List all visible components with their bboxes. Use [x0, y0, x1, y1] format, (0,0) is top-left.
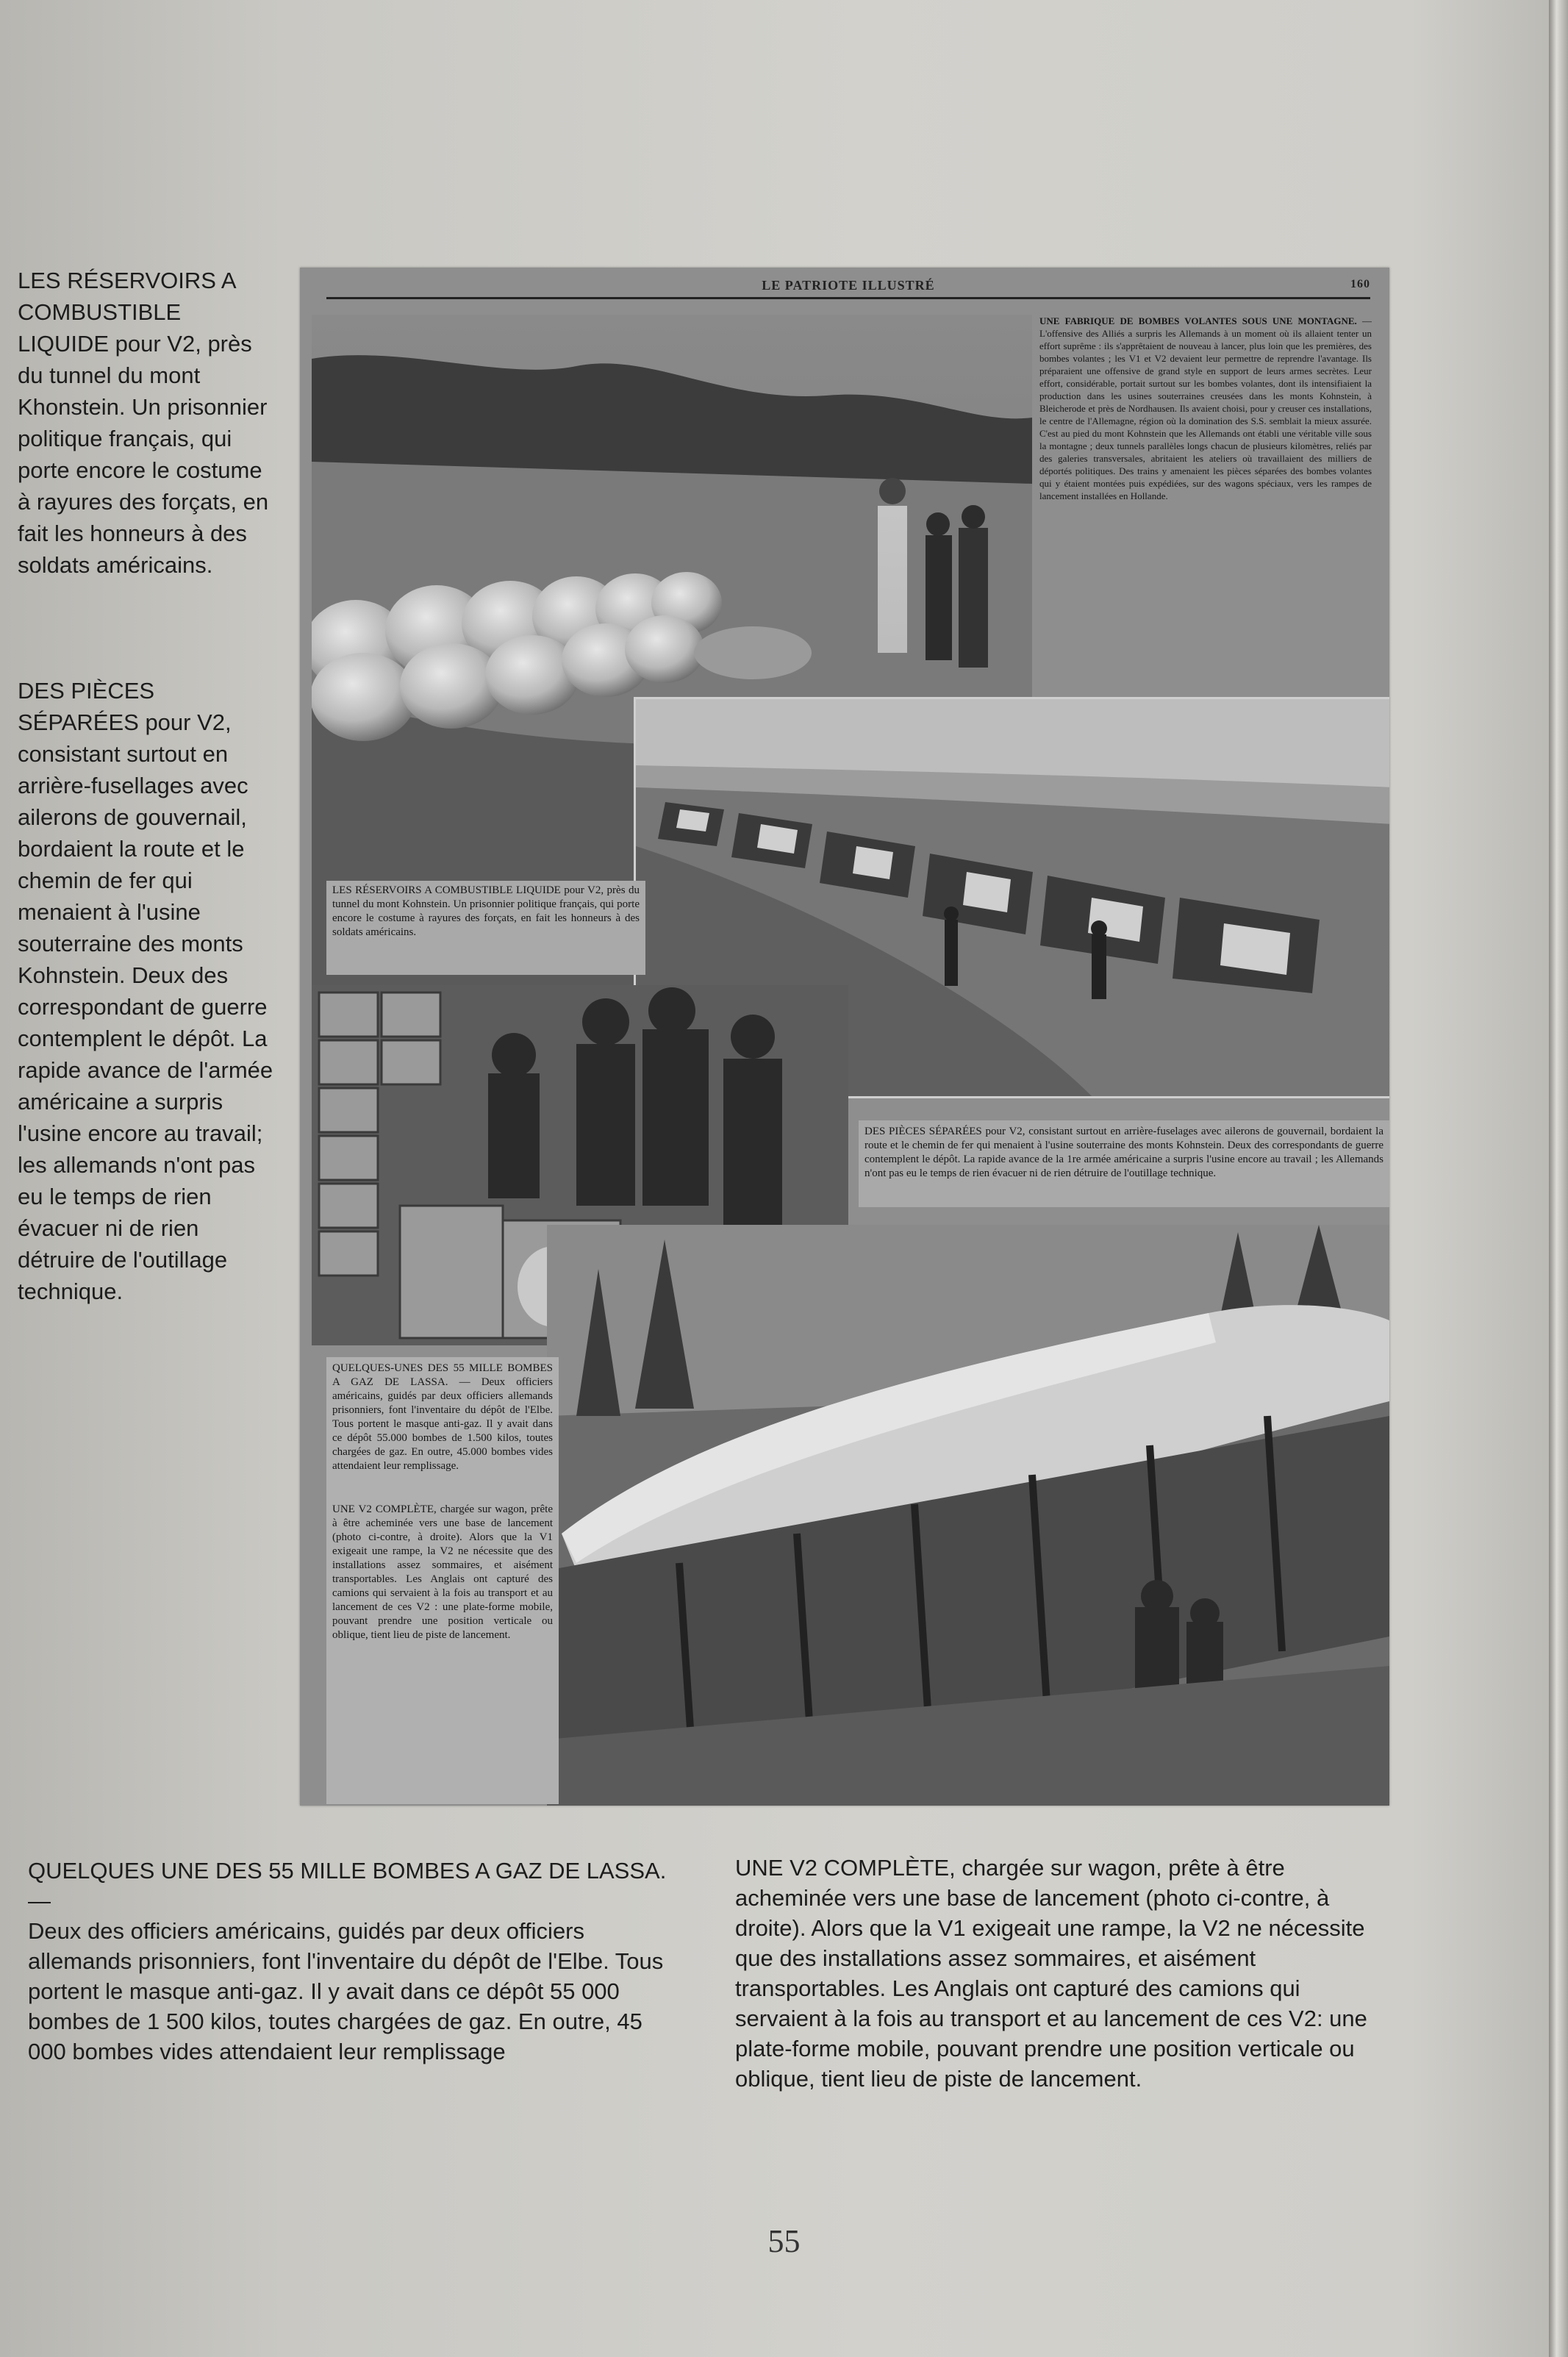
clipping-masthead — [326, 278, 1370, 299]
side-caption-lead: DES PIÈCES SÉPARÉES — [18, 678, 155, 735]
page-number: 55 — [767, 2223, 801, 2259]
bottom-caption-gas-bombs — [28, 1856, 675, 2067]
bottom-caption-heading: QUELQUES UNE DES 55 MILLE BOMBES A GAZ DE LASSA. — — [28, 1858, 667, 1914]
side-caption-text: pour V2, consistant surtout en arrière-fusellages avec ailerons de gouvernail, bordaient la route et le chemin de fer qui menaient à l'usine souterraine des monts Kohnstein. Deux des correspondant de guerre contemplent le dépôt. La rapide avance de l'armée américaine a surpris l'usine encore au travail; les allemands n'ont pas eu le temps de rien évacuer ni de rien détruire de l'outillage technique. — [18, 709, 273, 1304]
caption-text: pour V2, consistant surtout en arrière-fuselages avec ailerons de gouvernail, bordaient la route et le chemin de fer qui menaient à l'usine souterraine des monts Kohnstein. Deux des correspondants de guerre contemplent le dépôt. La rapide avance de la 1re armée américaine a surpris l'usine encore au travail ; les Allemands n'ont pas eu le temps de rien évacuer ni de rien détruire de l'outillage technique. — [864, 1126, 1383, 1179]
bottom-caption-text: , chargée sur wagon, prête à être acheminée vers une base de lancement (photo ci-contre, à droite). Alors que la V1 exigeait une rampe, la V2 ne nécessite que des installations assez sommaires, et aisément transportables. Les Anglais ont capturé des camions qui servaient à la fois au transport et au lancement de ces V2: une plate-forme mobile, pouvant prendre une position verticale ou oblique, tient lieu de piste de lancement. — [735, 1855, 1367, 2092]
bottom-caption-v2-wagon — [735, 1853, 1382, 2094]
caption-lead: LES RÉSERVOIRS A COMBUSTIBLE LIQUIDE — [332, 884, 561, 896]
caption-text: pour V2, près du tunnel du mont Kohnstein. Un prisonnier politique français, qui porte encore le costume à rayures des forçats, en fait les honneurs à des soldats américains. — [332, 884, 640, 938]
side-caption-text: pour V2, près du tunnel du mont Khonstein. Un prisonnier politique français, qui porte encore le costume à rayures des forçats, en fait les honneurs à des soldats américains. — [18, 331, 269, 578]
newspaper-clipping — [300, 268, 1389, 1806]
article-lead: UNE FABRIQUE DE BOMBES VOLANTES SOUS UNE MONTAGNE. — [1039, 315, 1357, 326]
clipping-caption-column — [326, 1357, 559, 1804]
side-caption-lead: LES RÉSERVOIRS A COMBUSTIBLE LIQUIDE — [18, 268, 235, 357]
caption-lead: UNE V2 COMPLÈTE, — [332, 1503, 437, 1515]
side-caption-separated-parts — [18, 675, 275, 1307]
clipping-caption-v2-wagon — [332, 1503, 553, 1642]
masthead-title: LE PATRIOTE ILLUSTRÉ — [762, 278, 935, 293]
clipping-article — [1039, 315, 1372, 734]
clipping-caption-gas-bombs — [332, 1362, 553, 1473]
caption-text: chargée sur wagon, prête à être acheminée vers une base de lancement (photo ci-contre, à droite). Alors que la V1 exigeait une rampe, la V2 ne nécessite que des installations assez sommaires, et aisément transportables. Les Anglais ont capturé des camions qui servaient à la fois au transport et au lancement de ces V2 : une plate-forme mobile, pouvant prendre une position verticale ou oblique, tient lieu de piste de lancement. — [332, 1503, 553, 1641]
side-caption-fuel-tanks — [18, 265, 275, 581]
page-edge — [1549, 0, 1568, 2357]
clipping-caption-fuel-tanks — [326, 881, 645, 975]
bottom-caption-lead: UNE V2 COMPLÈTE — [735, 1855, 950, 1881]
photo-v2-wagon — [547, 1225, 1389, 1806]
clipping-caption-separated-parts — [859, 1120, 1389, 1207]
bottom-caption-text: Deux des officiers américains, guidés par deux officiers allemands prisonniers, font l'inventaire du dépôt de l'Elbe. Tous portent le masque anti-gaz. Il y avait dans ce dépôt 55 000 bombes de 1 500 kilos, toutes chargées de gaz. En outre, 45 000 bombes vides attendaient leur remplissage — [28, 1918, 664, 2064]
caption-lead: DES PIÈCES SÉPARÉES — [864, 1126, 982, 1137]
caption-text: — Deux officiers américains, guidés par deux officiers allemands prisonniers, font l'inventaire du dépôt de l'Elbe. Tous portent le masque anti-gaz. Il y avait dans ce dépôt 55.000 bombes de 1.500 kilos, toutes chargées de gaz. En outre, 45.000 bombes vides attendaient leur remplissage. — [332, 1376, 553, 1472]
article-text: — L'offensive des Alliés a surpris les Allemands à un moment où ils allaient tenter un effort suprême : ils s'apprêtaient de nouveau à lancer, plus loin que les premières, des bombes volantes ; les V1 et V2 devaient leur permettre de reprendre l'avantage. Ils préparaient une offensive de grand style en support de leurs armes secrètes. Leur effort, considérable, portait surtout sur les bombes volantes, dont ils intensifiaient la production dans les usines souterraines creusées dans les monts Kohnstein, à Bleicherode et près de Nordhausen. Ils avaient choisi, pour y creuser ces installations, le centre de l'Allemagne, région où la domination des S.S. semblait la mieux assurée. C'est au pied du mont Kohnstein que les Allemands ont établi une véritable ville sous la montagne ; deux tunnels parallèles longs chacun de plusieurs kilomètres, reliés par des galeries transversales, abritaient les ateliers où travaillaient des milliers de déportés politiques. Des trains y amenaient les pièces séparées des bombes volantes qui y étaient montées puis expédiées, sur des wagons spéciaux, vers les rampes de lancement installées en Hollande. — [1039, 315, 1372, 501]
masthead-page-number: 160 — [1350, 278, 1370, 290]
caption-lead: QUELQUES-UNES DES 55 MILLE BOMBES A GAZ DE LASSA. — [332, 1362, 553, 1388]
